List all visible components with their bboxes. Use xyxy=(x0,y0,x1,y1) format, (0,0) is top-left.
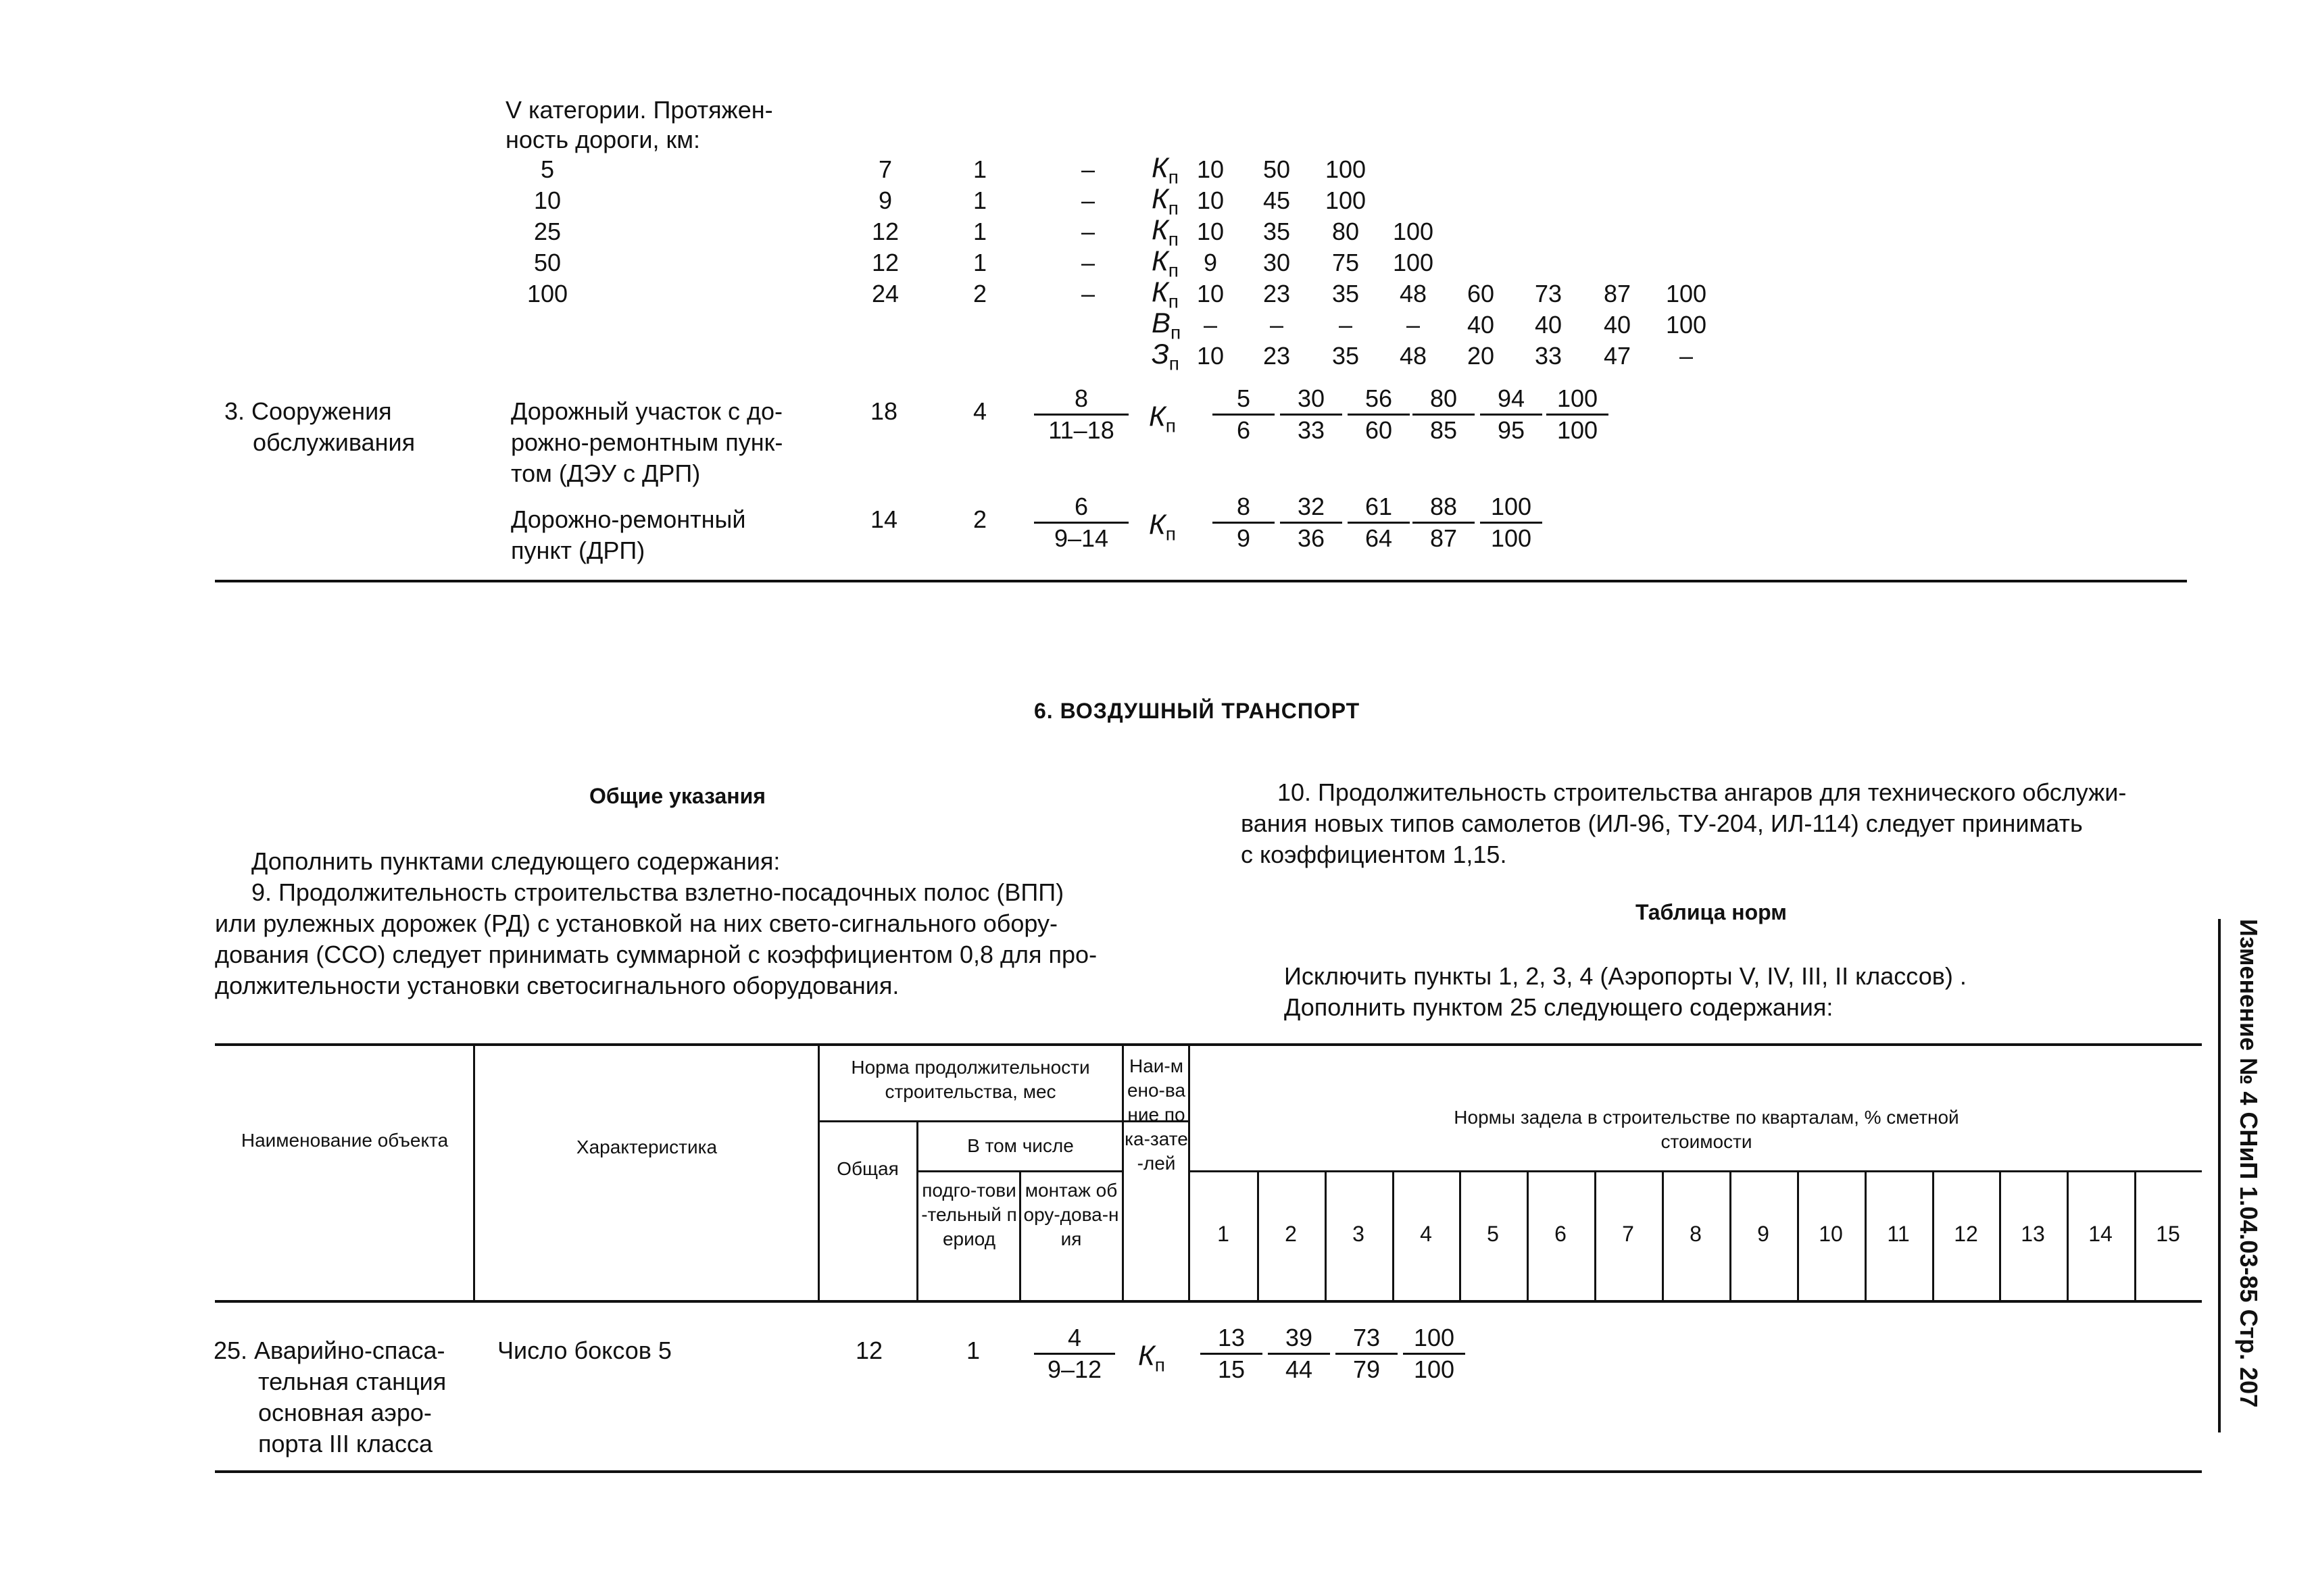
total-duration: 9 xyxy=(878,186,893,214)
fraction-den: 33 xyxy=(1297,416,1325,444)
quarter-value: 10 xyxy=(1196,155,1225,183)
total-duration: 7 xyxy=(878,155,893,183)
general-notes-heading: Общие указания xyxy=(589,784,766,808)
fraction-den: 36 xyxy=(1297,524,1325,552)
header-total: Общая xyxy=(837,1158,899,1179)
quarter-value: 100 xyxy=(1665,311,1707,339)
quarter-value: 87 xyxy=(1603,280,1631,307)
indicator-k: $К_п$ xyxy=(1152,214,1179,250)
quarter-value: 48 xyxy=(1399,280,1427,307)
note10-line-3: с коэффициентом 1,15. xyxy=(1241,841,1507,868)
quarter-header: 4 xyxy=(1420,1222,1432,1246)
general-notes-intro: Дополнить пунктами следующего содержания: xyxy=(251,847,781,875)
indicator-z_row: $З_п$ xyxy=(1152,338,1179,374)
quarter-header: 3 xyxy=(1352,1222,1364,1246)
item3b-char-1: Дорожно-ремонтный xyxy=(511,505,746,533)
quarter-header: 12 xyxy=(1954,1222,1978,1246)
length-value: 100 xyxy=(526,280,568,307)
indicator-k: $К_п$ xyxy=(1152,182,1179,219)
value-fraction xyxy=(1480,384,1542,445)
value-fraction xyxy=(1348,492,1410,553)
fraction-num: 30 xyxy=(1280,384,1342,416)
quarter-value: 100 xyxy=(1392,218,1434,245)
header-object-name: Наименование объекта xyxy=(241,1130,449,1151)
indicator-k: $К_п$ xyxy=(1152,151,1179,188)
quarter-value: 10 xyxy=(1196,342,1225,370)
rule-quarters-top xyxy=(1189,1170,2202,1172)
row25-name-2: тельная станция xyxy=(258,1368,447,1395)
quarter-value: 45 xyxy=(1262,186,1291,214)
value-fraction xyxy=(1348,384,1410,445)
top-table-bottom-rule xyxy=(215,580,2187,582)
quarter-value: 40 xyxy=(1603,311,1631,339)
table-bottom-rule xyxy=(215,1470,2202,1473)
item3-name-1: 3. Сооружения xyxy=(224,397,392,425)
quarter-header: 5 xyxy=(1487,1222,1499,1246)
quarter-value: 10 xyxy=(1196,186,1225,214)
fraction-num: 56 xyxy=(1348,384,1410,416)
mount-duration: – xyxy=(1081,249,1096,276)
note9-line-4: должительности установки светосигнального оборудования. xyxy=(215,972,900,999)
item3b-mount-den: 9–14 xyxy=(1054,524,1109,552)
section-title: 6. ВОЗДУШНЫЙ ТРАНСПОРТ xyxy=(1034,699,1360,723)
quarter-value: 100 xyxy=(1392,249,1434,276)
fraction-num: 61 xyxy=(1348,492,1410,524)
row25-mount-num: 4 xyxy=(1034,1323,1115,1355)
intro-line-1: V категории. Протяжен- xyxy=(506,96,773,124)
mount-duration: – xyxy=(1081,155,1096,183)
fraction-den: 64 xyxy=(1364,524,1393,552)
value-fraction xyxy=(1268,1323,1330,1385)
fraction-num: 80 xyxy=(1412,384,1475,416)
fraction-den: 60 xyxy=(1364,416,1393,444)
quarter-value: 48 xyxy=(1399,342,1427,370)
mount-duration: – xyxy=(1081,280,1096,307)
quarter-value: 20 xyxy=(1467,342,1495,370)
row25-mount-den: 9–12 xyxy=(1047,1355,1102,1383)
row25-name-3: основная аэро- xyxy=(258,1399,432,1426)
table-top-rule xyxy=(215,1043,2202,1046)
quarter-header: 11 xyxy=(1887,1222,1910,1246)
fraction-den: 9 xyxy=(1236,524,1251,552)
prep-duration: 1 xyxy=(973,186,987,214)
value-fraction xyxy=(1412,492,1475,553)
header-incl: В том числе xyxy=(967,1135,1074,1156)
norms-table-title: Таблица норм xyxy=(1635,900,1787,924)
indicator-b_row: $В_п$ xyxy=(1152,307,1181,343)
value-fraction xyxy=(1280,492,1342,553)
prep-duration: 2 xyxy=(973,280,987,307)
length-value: 5 xyxy=(540,155,555,183)
item3a-total: 18 xyxy=(870,397,898,425)
fraction-num: 100 xyxy=(1403,1323,1465,1355)
quarter-value: 33 xyxy=(1534,342,1562,370)
value-fraction xyxy=(1412,384,1475,445)
quarter-value: 35 xyxy=(1331,280,1360,307)
mount-duration: – xyxy=(1081,186,1096,214)
prep-duration: 1 xyxy=(973,249,987,276)
item3-name-2: обслуживания xyxy=(253,428,416,456)
exclude-line-2: Дополнить пунктом 25 следующего содержания: xyxy=(1284,993,1833,1021)
value-fraction xyxy=(1280,384,1342,445)
value-fraction xyxy=(1212,384,1275,445)
value-fraction xyxy=(1335,1323,1398,1385)
length-value: 25 xyxy=(533,218,562,245)
note10-line-1: 10. Продолжительность строительства ангаров для технического обслужи- xyxy=(1277,778,2127,806)
quarter-value: 40 xyxy=(1467,311,1495,339)
vline-6 xyxy=(1188,1043,1190,1301)
quarter-value: 35 xyxy=(1331,342,1360,370)
header-indicator-name: Наи-мено-вание пока-зате-лей xyxy=(1125,1055,1188,1174)
exclude-line-1: Исключить пункты 1, 2, 3, 4 (Аэропорты V, IV, III, II классов) . xyxy=(1284,962,1967,990)
value-fraction xyxy=(1200,1323,1262,1385)
row25-name-4: порта III класса xyxy=(258,1430,433,1457)
fraction-num: 5 xyxy=(1212,384,1275,416)
quarter-value: 73 xyxy=(1534,280,1562,307)
quarter-value: 100 xyxy=(1325,155,1367,183)
fraction-den: 100 xyxy=(1490,524,1532,552)
quarter-header: 7 xyxy=(1622,1222,1634,1246)
prep-duration: 1 xyxy=(973,218,987,245)
table-header-bottom-rule xyxy=(215,1300,2202,1303)
quarter-value: 47 xyxy=(1603,342,1631,370)
quarter-value: 30 xyxy=(1262,249,1291,276)
prep-duration: 1 xyxy=(973,155,987,183)
side-caption-rule xyxy=(2218,919,2221,1432)
vline-5 xyxy=(1122,1043,1124,1301)
quarter-value: 23 xyxy=(1262,280,1291,307)
fraction-den: 95 xyxy=(1497,416,1525,444)
item3a-mount-num: 8 xyxy=(1034,384,1129,416)
quarter-value: 40 xyxy=(1534,311,1562,339)
value-fraction xyxy=(1480,492,1542,553)
quarter-value: 60 xyxy=(1467,280,1495,307)
fraction-den: 44 xyxy=(1285,1355,1313,1383)
quarter-value: 9 xyxy=(1203,249,1218,276)
length-value: 10 xyxy=(533,186,562,214)
quarter-value: – xyxy=(1338,311,1353,339)
fraction-den: 100 xyxy=(1413,1355,1455,1383)
quarter-header: 13 xyxy=(2021,1222,2045,1246)
indicator-k: $К_п$ xyxy=(1152,245,1179,281)
row25-prep: 1 xyxy=(966,1337,981,1364)
fraction-den: 79 xyxy=(1352,1355,1381,1383)
header-norm-duration: Норма продолжительности строительства, мес xyxy=(851,1057,1090,1102)
header-characteristic: Характеристика xyxy=(576,1137,718,1157)
item3b-mount-fraction xyxy=(1034,492,1129,553)
quarter-value: – xyxy=(1406,311,1421,339)
total-duration: 12 xyxy=(871,218,900,245)
value-fraction xyxy=(1403,1323,1465,1385)
length-value: 50 xyxy=(533,249,562,276)
fraction-den: 100 xyxy=(1556,416,1598,444)
quarter-value: 10 xyxy=(1196,218,1225,245)
intro-line-2: ность дороги, км: xyxy=(506,126,700,153)
row25-mount-fraction xyxy=(1034,1323,1115,1385)
fraction-den: 85 xyxy=(1429,416,1458,444)
quarter-header: 14 xyxy=(2088,1222,2113,1246)
note9-line-2: или рулежных дорожек (РД) с установкой на них свето-сигнального обору- xyxy=(215,909,1058,937)
item3b-total: 14 xyxy=(870,505,898,533)
row25-characteristic: Число боксов 5 xyxy=(497,1337,672,1364)
quarter-value: 80 xyxy=(1331,218,1360,245)
item3b-mount-num: 6 xyxy=(1034,492,1129,524)
header-mounting: монтаж обору-дова-ния xyxy=(1023,1180,1119,1249)
fraction-den: 15 xyxy=(1217,1355,1246,1383)
item3a-char-3: том (ДЭУ с ДРП) xyxy=(511,459,701,487)
vline-3 xyxy=(916,1120,918,1301)
side-caption: Изменение № 4 СНиП 1.04.03-85 Стр. 207 xyxy=(2235,919,2263,1408)
quarter-value: – xyxy=(1203,311,1218,339)
item3a-indicator: $К_п$ xyxy=(1149,400,1176,437)
fraction-num: 32 xyxy=(1280,492,1342,524)
item3a-mount-den: 11–18 xyxy=(1048,416,1114,444)
total-duration: 24 xyxy=(871,280,900,307)
value-fraction xyxy=(1212,492,1275,553)
quarter-value: – xyxy=(1269,311,1284,339)
note9-line-3: дования (ССО) следует принимать суммарной с коэффициентом 0,8 для про- xyxy=(215,941,1098,968)
quarter-value: 75 xyxy=(1331,249,1360,276)
row25-indicator: $К_п$ xyxy=(1138,1339,1165,1376)
fraction-num: 8 xyxy=(1212,492,1275,524)
fraction-den: 6 xyxy=(1236,416,1251,444)
item3a-char-2: рожно-ремонтным пунк- xyxy=(511,428,783,456)
fraction-num: 94 xyxy=(1480,384,1542,416)
fraction-num: 100 xyxy=(1546,384,1608,416)
item3b-indicator: $К_п$ xyxy=(1149,508,1176,545)
quarter-header: 15 xyxy=(2156,1222,2180,1246)
quarter-value: 100 xyxy=(1665,280,1707,307)
quarter-header: 10 xyxy=(1819,1222,1843,1246)
total-duration: 12 xyxy=(871,249,900,276)
quarter-value: 10 xyxy=(1196,280,1225,307)
indicator-k: $К_п$ xyxy=(1152,276,1179,312)
item3b-char-2: пункт (ДРП) xyxy=(511,537,645,564)
header-zadel: Нормы задела в строительстве по кварталам, % сметной стоимости xyxy=(1454,1107,1959,1152)
fraction-num: 100 xyxy=(1480,492,1542,524)
value-fraction xyxy=(1546,384,1608,445)
item3a-mount-fraction xyxy=(1034,384,1129,445)
header-prep-period: подго-тови-тельный период xyxy=(921,1180,1017,1249)
note10-line-2: вания новых типов самолетов (ИЛ-96, ТУ-204, ИЛ-114) следует принимать xyxy=(1241,809,2083,837)
quarter-value: 100 xyxy=(1325,186,1367,214)
quarter-value: – xyxy=(1679,342,1694,370)
quarter-header: 1 xyxy=(1217,1222,1229,1246)
quarter-header: 9 xyxy=(1757,1222,1769,1246)
item3b-prep: 2 xyxy=(973,505,987,533)
quarter-header: 6 xyxy=(1554,1222,1567,1246)
vline-1 xyxy=(473,1043,475,1301)
row25-total: 12 xyxy=(855,1337,883,1364)
row25-name-1: 25. Аварийно-спаса- xyxy=(214,1337,445,1364)
fraction-num: 39 xyxy=(1268,1323,1330,1355)
note9-line-1: 9. Продолжительность строительства взлетно-посадочных полос (ВПП) xyxy=(251,878,1064,906)
item3a-prep: 4 xyxy=(973,397,987,425)
mount-duration: – xyxy=(1081,218,1096,245)
quarter-value: 23 xyxy=(1262,342,1291,370)
quarter-value: 35 xyxy=(1262,218,1291,245)
fraction-den: 87 xyxy=(1429,524,1458,552)
fraction-num: 13 xyxy=(1200,1323,1262,1355)
quarter-value: 50 xyxy=(1262,155,1291,183)
fraction-num: 88 xyxy=(1412,492,1475,524)
quarter-header: 2 xyxy=(1285,1222,1297,1246)
quarter-header: 8 xyxy=(1690,1222,1702,1246)
fraction-num: 73 xyxy=(1335,1323,1398,1355)
item3a-char-1: Дорожный участок с до- xyxy=(511,397,783,425)
